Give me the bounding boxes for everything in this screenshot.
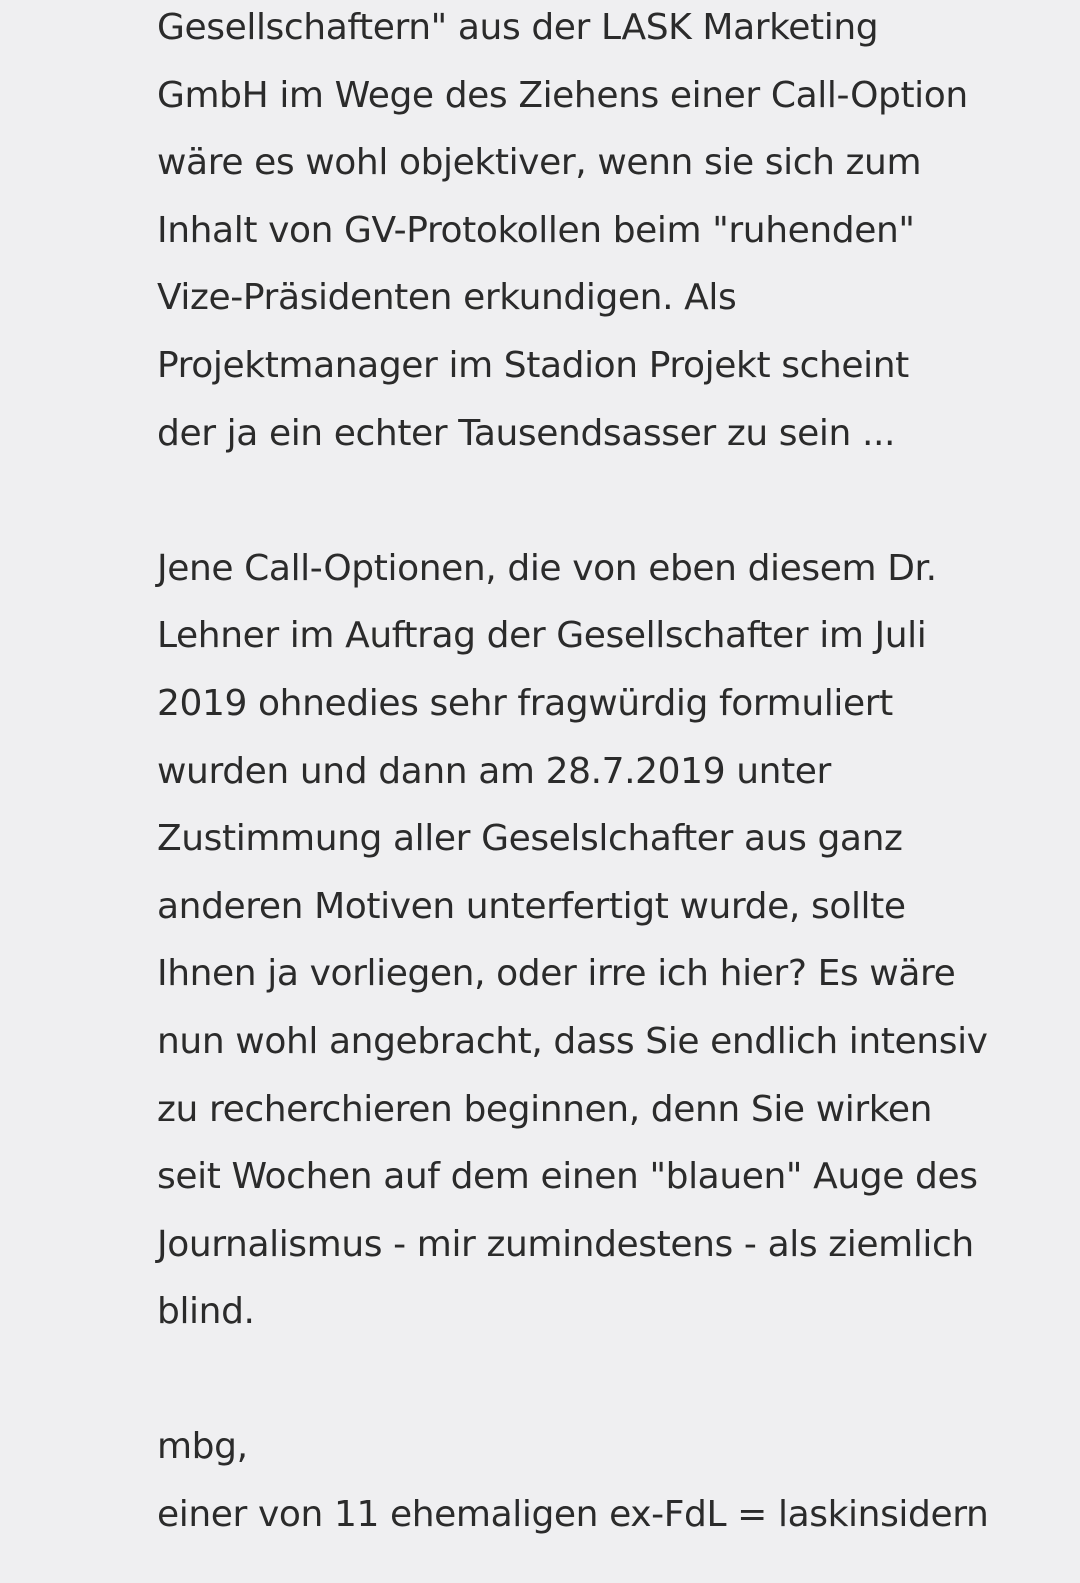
- comment-body: [157, 0, 1037, 1549]
- text-line: zu recherchieren beginnen, denn Sie wirken: [157, 1088, 933, 1130]
- text-line: Vize-Präsidenten erkundigen. Als: [157, 277, 737, 319]
- text-line: 2019 ohnedies sehr fragwürdig formuliert: [157, 682, 893, 724]
- text-line: anderen Motiven unterfertigt wurde, sollte: [157, 885, 906, 927]
- comment-paragraph-2: [157, 535, 1037, 1346]
- text-line: blind.: [157, 1291, 255, 1333]
- text-line: Gesellschaftern" aus der LASK Marketing: [157, 7, 879, 48]
- paragraph-gap: [157, 1346, 1037, 1414]
- signoff-greeting: mbg,: [157, 1426, 248, 1468]
- text-line: Projektmanager im Stadion Projekt scheint: [157, 344, 909, 386]
- text-line: Zustimmung aller Geselslchafter aus ganz: [157, 818, 903, 860]
- text-line: Jene Call-Optionen, die von eben diesem Dr.: [157, 547, 937, 589]
- text-line: der ja ein echter Tausendsasser zu sein ...: [157, 412, 896, 454]
- text-line: Lehner im Auftrag der Gesellschafter im Juli: [157, 615, 927, 657]
- comment-signoff: [157, 1413, 1037, 1548]
- text-line: Ihnen ja vorliegen, oder irre ich hier? Es wäre: [157, 953, 956, 995]
- text-line: seit Wochen auf dem einen "blauen" Auge des: [157, 1156, 978, 1198]
- text-line: Inhalt von GV-Protokollen beim "ruhenden": [157, 209, 915, 251]
- text-line: wurden und dann am 28.7.2019 unter: [157, 750, 831, 792]
- text-line: GmbH im Wege des Ziehens einer Call-Option: [157, 74, 968, 116]
- text-line: wäre es wohl objektiver, wenn sie sich zum: [157, 142, 922, 184]
- text-line: Journalismus - mir zumindestens - als ziemlich: [157, 1223, 974, 1265]
- paragraph-gap: [157, 467, 1037, 535]
- signoff-author: einer von 11 ehemaligen ex-FdL = laskinsidern: [157, 1494, 989, 1536]
- comment-paragraph-1: [157, 0, 1037, 467]
- text-line: nun wohl angebracht, dass Sie endlich intensiv: [157, 1020, 988, 1062]
